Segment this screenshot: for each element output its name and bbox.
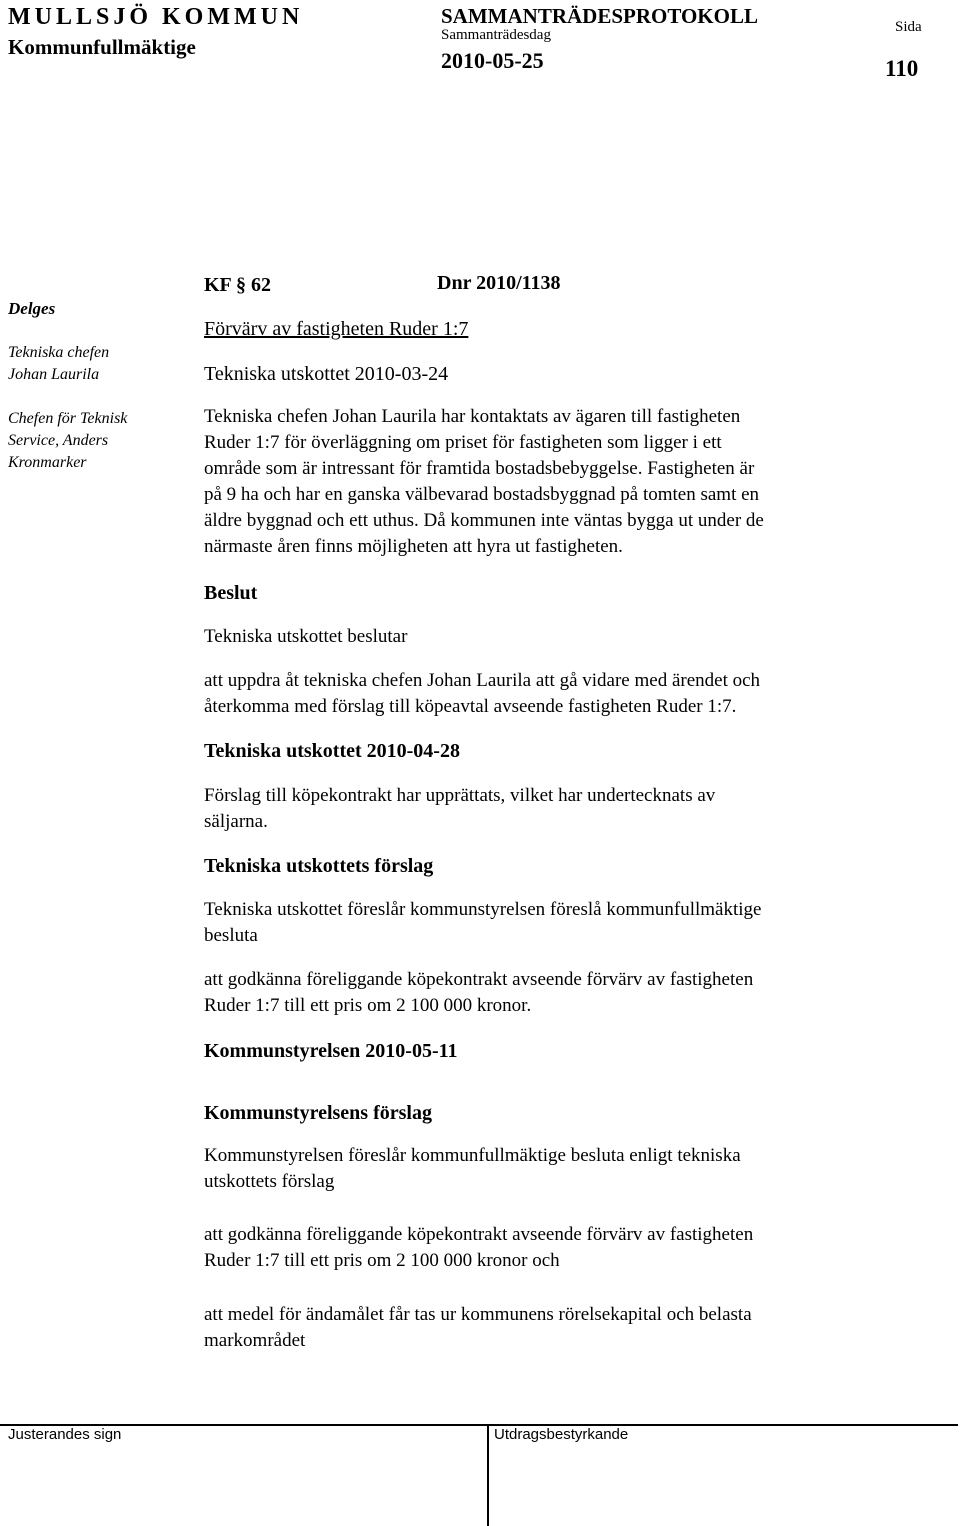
- paragraph-line: Ruder 1:7 till ett pris om 2 100 000 kronor.: [204, 995, 532, 1016]
- paragraph-line: äldre byggnad och ett uthus. Då kommunen inte väntas bygga ut under de: [204, 510, 764, 531]
- date-label: Sammanträdesdag: [441, 27, 551, 43]
- page-number: 110: [885, 56, 919, 81]
- section-heading: Kommunstyrelsen 2010-05-11: [204, 1040, 458, 1062]
- recipient-name: Kronmarker: [8, 454, 87, 471]
- paragraph-line: närmaste åren finns möjligheten att hyra ut fastigheten.: [204, 536, 623, 557]
- municipality-name: MULLSJÖ KOMMUN: [8, 4, 304, 30]
- footer-column-divider: [487, 1424, 489, 1526]
- recipient-title: Tekniska chefen: [8, 344, 110, 361]
- recipient-title: Service, Anders: [8, 432, 109, 449]
- paragraph-line: återkomma med förslag till köpeavtal avseende fastigheten Ruder 1:7.: [204, 696, 737, 717]
- recipient-title: Chefen för Teknisk: [8, 410, 128, 427]
- decision-heading: Beslut: [204, 582, 258, 604]
- paragraph-line: Ruder 1:7 för överläggning om priset för fastigheten som ligger i ett: [204, 432, 722, 453]
- paragraph-line: Tekniska utskottet beslutar: [204, 626, 408, 647]
- organ-name: Kommunfullmäktige: [8, 35, 196, 59]
- paragraph-line: Kommunstyrelsen föreslår kommunfullmäktige besluta enligt tekniska: [204, 1145, 741, 1166]
- paragraph-line: Ruder 1:7 till ett pris om 2 100 000 kronor och: [204, 1250, 560, 1271]
- section-heading: Kommunstyrelsens förslag: [204, 1102, 432, 1124]
- kf-label: KF: [204, 274, 232, 296]
- paragraph-line: att medel för ändamålet får tas ur kommunens rörelsekapital och belasta: [204, 1304, 752, 1325]
- meeting-date: 2010-05-25: [441, 48, 544, 73]
- adjuster-signature-label: Justerandes sign: [8, 1426, 122, 1443]
- paragraph-line: att godkänna föreliggande köpekontrakt avseende förvärv av fastigheten: [204, 969, 754, 990]
- section-heading: Tekniska utskottets förslag: [204, 855, 434, 877]
- kf-number: 62: [251, 274, 272, 296]
- paragraph-line: område som är intressant för framtida bostadsbebyggelse. Fastigheten är: [204, 458, 755, 479]
- case-title: Förvärv av fastigheten Ruder 1:7: [204, 318, 469, 340]
- extract-certification-label: Utdragsbestyrkande: [494, 1426, 629, 1443]
- paragraph-line: besluta: [204, 925, 258, 946]
- paragraph-line: att uppdra åt tekniska chefen Johan Laurila att gå vidare med ärendet och: [204, 670, 761, 691]
- paragraph-line: på 9 ha och har en ganska välbevarad bostadsbyggnad på tomten samt en: [204, 484, 760, 505]
- case-number: [204, 272, 924, 298]
- paragraph-line: Tekniska utskottet föreslår kommunstyrelsen föreslå kommunfullmäktige: [204, 899, 762, 920]
- distribution-heading: Delges: [8, 299, 56, 318]
- diary-number: Dnr 2010/1138: [437, 272, 561, 294]
- paragraph-line: markområdet: [204, 1330, 306, 1351]
- paragraph-line: att godkänna föreliggande köpekontrakt avseende förvärv av fastigheten: [204, 1224, 754, 1245]
- section-symbol: §: [236, 274, 247, 296]
- paragraph-line: Förslag till köpekontrakt har upprättats, vilket har undertecknats av: [204, 785, 716, 806]
- page-label: Sida: [895, 19, 922, 35]
- footer-divider: [0, 1424, 958, 1426]
- paragraph-line: säljarna.: [204, 811, 268, 832]
- paragraph-line: utskottets förslag: [204, 1171, 335, 1192]
- recipient-name: Johan Laurila: [8, 366, 100, 383]
- section-heading: Tekniska utskottet 2010-03-24: [204, 363, 449, 385]
- paragraph-line: Tekniska chefen Johan Laurila har kontaktats av ägaren till fastigheten: [204, 406, 741, 427]
- section-heading: Tekniska utskottet 2010-04-28: [204, 740, 460, 762]
- document-type: SAMMANTRÄDESPROTOKOLL: [441, 4, 758, 28]
